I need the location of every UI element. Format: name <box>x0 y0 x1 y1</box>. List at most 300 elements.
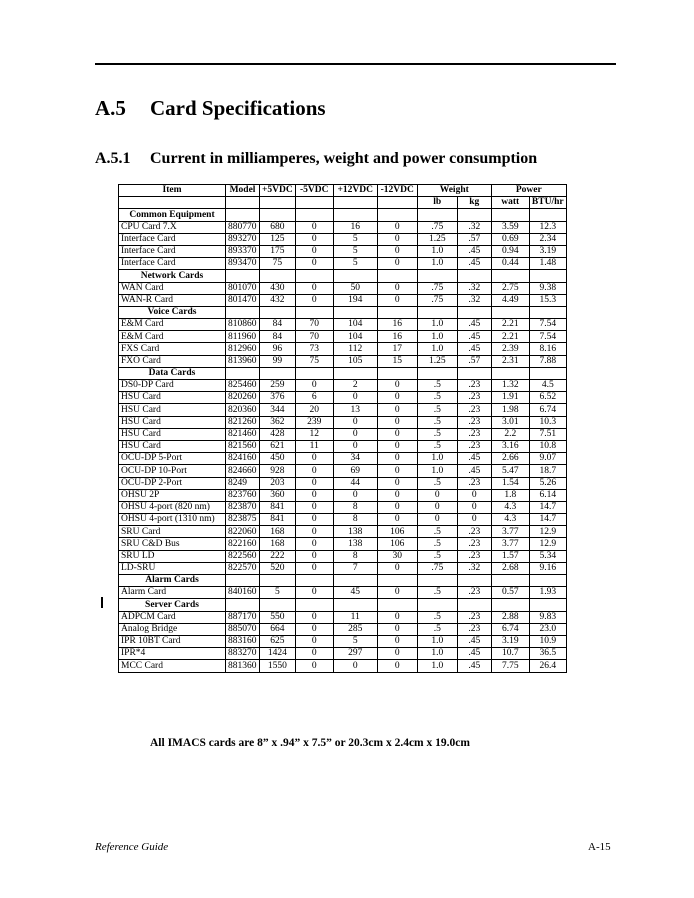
cell-btu: 7.51 <box>529 428 566 440</box>
cell-minus-12vdc: 0 <box>377 453 417 465</box>
cell-minus-12vdc: 0 <box>377 404 417 416</box>
cell-plus-12vdc: 16 <box>333 221 377 233</box>
section-blank-cell <box>295 367 333 379</box>
cell-plus-5vdc: 175 <box>260 245 296 257</box>
cell-lb: .75 <box>417 221 457 233</box>
cell-kg: .45 <box>457 660 491 672</box>
cell-minus-12vdc: 0 <box>377 392 417 404</box>
cell-plus-5vdc: 168 <box>260 526 296 538</box>
cell-lb: .5 <box>417 440 457 452</box>
cell-model: 821260 <box>226 416 260 428</box>
cell-minus-12vdc: 106 <box>377 538 417 550</box>
cell-minus-12vdc: 16 <box>377 319 417 331</box>
section-blank-cell <box>491 575 529 587</box>
cell-lb: .75 <box>417 562 457 574</box>
cell-minus-12vdc: 0 <box>377 416 417 428</box>
cell-minus-5vdc: 0 <box>295 501 333 513</box>
cell-plus-5vdc: 928 <box>260 465 296 477</box>
section-blank-cell <box>260 306 296 318</box>
cell-minus-12vdc: 0 <box>377 294 417 306</box>
cell-plus-12vdc: 7 <box>333 562 377 574</box>
section-blank-cell <box>226 209 260 221</box>
table-row <box>119 635 567 647</box>
cell-plus-12vdc: 0 <box>333 660 377 672</box>
subheader-blank <box>377 197 417 209</box>
cell-plus-12vdc: 11 <box>333 611 377 623</box>
cell-btu: 14.7 <box>529 501 566 513</box>
cell-plus-5vdc: 841 <box>260 514 296 526</box>
change-bar <box>101 597 103 608</box>
cell-watt: 1.32 <box>491 380 529 392</box>
section-label: Data Cards <box>119 367 226 379</box>
cell-minus-5vdc: 12 <box>295 428 333 440</box>
cell-btu: 6.74 <box>529 404 566 416</box>
header-power: Power <box>491 185 566 197</box>
section-row <box>119 209 567 221</box>
section-blank-cell <box>457 270 491 282</box>
section-blank-cell <box>377 209 417 221</box>
section-blank-cell <box>457 306 491 318</box>
cell-plus-5vdc: 5 <box>260 587 296 599</box>
header-lb: lb <box>417 197 457 209</box>
section-blank-cell <box>295 270 333 282</box>
cell-lb: .5 <box>417 611 457 623</box>
cell-model: 822560 <box>226 550 260 562</box>
cell-minus-5vdc: 0 <box>295 489 333 501</box>
table-row <box>119 660 567 672</box>
cell-plus-12vdc: 0 <box>333 440 377 452</box>
cell-plus-12vdc: 2 <box>333 380 377 392</box>
cell-minus-5vdc: 73 <box>295 343 333 355</box>
section-blank-cell <box>491 367 529 379</box>
cell-kg: .23 <box>457 440 491 452</box>
cell-kg: .23 <box>457 623 491 635</box>
section-blank-cell <box>457 367 491 379</box>
section-blank-cell <box>295 306 333 318</box>
table-row <box>119 428 567 440</box>
header-plus-12vdc: +12VDC <box>333 185 377 197</box>
cell-lb: 1.0 <box>417 331 457 343</box>
cell-kg: .23 <box>457 404 491 416</box>
cell-plus-12vdc: 8 <box>333 501 377 513</box>
cell-lb: 1.0 <box>417 343 457 355</box>
cell-btu: 9.38 <box>529 282 566 294</box>
cell-watt: 0.44 <box>491 258 529 270</box>
cell-plus-5vdc: 376 <box>260 392 296 404</box>
cell-btu: 6.52 <box>529 392 566 404</box>
cell-kg: .45 <box>457 343 491 355</box>
cell-kg: .45 <box>457 331 491 343</box>
cell-minus-12vdc: 0 <box>377 428 417 440</box>
cell-item: DS0-DP Card <box>119 380 226 392</box>
page-number: A-15 <box>588 841 611 853</box>
section-blank-cell <box>491 306 529 318</box>
cell-item: HSU Card <box>119 392 226 404</box>
table-row <box>119 465 567 477</box>
cell-model: 893470 <box>226 258 260 270</box>
section-blank-cell <box>377 270 417 282</box>
cell-lb: .5 <box>417 587 457 599</box>
cell-watt: 2.66 <box>491 453 529 465</box>
section-blank-cell <box>333 575 377 587</box>
table-row <box>119 331 567 343</box>
section-blank-cell <box>377 599 417 611</box>
cell-plus-5vdc: 1424 <box>260 648 296 660</box>
cell-plus-12vdc: 297 <box>333 648 377 660</box>
cell-model: 824660 <box>226 465 260 477</box>
cell-minus-5vdc: 20 <box>295 404 333 416</box>
header-btu: BTU/hr <box>529 197 566 209</box>
cell-item: E&M Card <box>119 319 226 331</box>
cell-lb: .5 <box>417 392 457 404</box>
cell-watt: 4.3 <box>491 514 529 526</box>
cell-watt: 10.7 <box>491 648 529 660</box>
cell-minus-5vdc: 70 <box>295 331 333 343</box>
cell-watt: 3.16 <box>491 440 529 452</box>
cell-lb: .5 <box>417 538 457 550</box>
cell-kg: 0 <box>457 514 491 526</box>
section-title: Card Specifications <box>150 96 326 120</box>
cell-watt: 3.19 <box>491 635 529 647</box>
cell-kg: .23 <box>457 526 491 538</box>
cell-minus-5vdc: 0 <box>295 453 333 465</box>
cell-plus-5vdc: 168 <box>260 538 296 550</box>
cell-model: 823875 <box>226 514 260 526</box>
section-label: Voice Cards <box>119 306 226 318</box>
cell-lb: 1.0 <box>417 319 457 331</box>
cell-plus-5vdc: 680 <box>260 221 296 233</box>
cell-minus-5vdc: 11 <box>295 440 333 452</box>
cell-minus-12vdc: 0 <box>377 258 417 270</box>
cell-minus-5vdc: 0 <box>295 380 333 392</box>
cell-plus-12vdc: 104 <box>333 331 377 343</box>
section-blank-cell <box>260 270 296 282</box>
table-row <box>119 501 567 513</box>
cell-minus-5vdc: 0 <box>295 587 333 599</box>
section-blank-cell <box>491 270 529 282</box>
cell-minus-12vdc: 0 <box>377 282 417 294</box>
cell-model: 825460 <box>226 380 260 392</box>
cell-plus-5vdc: 96 <box>260 343 296 355</box>
cell-model: 810860 <box>226 319 260 331</box>
cell-model: 824160 <box>226 453 260 465</box>
cell-btu: 5.34 <box>529 550 566 562</box>
section-blank-cell <box>377 367 417 379</box>
section-heading <box>95 96 326 121</box>
cell-plus-12vdc: 5 <box>333 258 377 270</box>
cell-plus-5vdc: 84 <box>260 331 296 343</box>
table-subheader-row <box>119 197 567 209</box>
cell-item: ADPCM Card <box>119 611 226 623</box>
cell-plus-12vdc: 112 <box>333 343 377 355</box>
section-blank-cell <box>226 270 260 282</box>
cell-item: FXS Card <box>119 343 226 355</box>
dimensions-note: All IMACS cards are 8” x .94” x 7.5” or 20.3cm x 2.4cm x 19.0cm <box>150 737 470 749</box>
cell-btu: 7.88 <box>529 355 566 367</box>
cell-lb: 1.25 <box>417 355 457 367</box>
cell-btu: 26.4 <box>529 660 566 672</box>
cell-item: SRU C&D Bus <box>119 538 226 550</box>
table-row <box>119 319 567 331</box>
cell-model: 813960 <box>226 355 260 367</box>
cell-minus-5vdc: 0 <box>295 465 333 477</box>
cell-plus-5vdc: 430 <box>260 282 296 294</box>
cell-btu: 5.26 <box>529 477 566 489</box>
cell-item: Alarm Card <box>119 587 226 599</box>
cell-btu: 9.83 <box>529 611 566 623</box>
section-blank-cell <box>333 306 377 318</box>
section-blank-cell <box>260 367 296 379</box>
cell-plus-12vdc: 138 <box>333 538 377 550</box>
cell-btu: 9.07 <box>529 453 566 465</box>
cell-minus-5vdc: 0 <box>295 538 333 550</box>
cell-item: CPU Card 7.X <box>119 221 226 233</box>
cell-btu: 10.3 <box>529 416 566 428</box>
cell-model: 881360 <box>226 660 260 672</box>
cell-kg: .23 <box>457 416 491 428</box>
cell-kg: .45 <box>457 245 491 257</box>
cell-plus-12vdc: 5 <box>333 635 377 647</box>
cell-minus-5vdc: 0 <box>295 526 333 538</box>
cell-minus-5vdc: 0 <box>295 635 333 647</box>
subheader-blank <box>260 197 296 209</box>
cell-model: 8249 <box>226 477 260 489</box>
table-row <box>119 258 567 270</box>
cell-kg: .32 <box>457 282 491 294</box>
cell-btu: 2.34 <box>529 233 566 245</box>
cell-plus-12vdc: 5 <box>333 245 377 257</box>
cell-item: E&M Card <box>119 331 226 343</box>
cell-lb: 1.0 <box>417 453 457 465</box>
cell-plus-12vdc: 194 <box>333 294 377 306</box>
table-row <box>119 648 567 660</box>
cell-minus-12vdc: 30 <box>377 550 417 562</box>
cell-model: 812960 <box>226 343 260 355</box>
header-plus-5vdc: +5VDC <box>260 185 296 197</box>
cell-plus-12vdc: 105 <box>333 355 377 367</box>
table-row <box>119 477 567 489</box>
cell-plus-5vdc: 125 <box>260 233 296 245</box>
cell-kg: .32 <box>457 562 491 574</box>
cell-lb: .5 <box>417 623 457 635</box>
cell-item: WAN-R Card <box>119 294 226 306</box>
cell-minus-12vdc: 0 <box>377 465 417 477</box>
section-blank-cell <box>377 306 417 318</box>
header-item: Item <box>119 185 226 197</box>
cell-lb: .5 <box>417 380 457 392</box>
cell-plus-12vdc: 0 <box>333 416 377 428</box>
cell-kg: .45 <box>457 319 491 331</box>
cell-watt: 2.2 <box>491 428 529 440</box>
section-blank-cell <box>417 209 457 221</box>
cell-watt: 0.57 <box>491 587 529 599</box>
cell-model: 887170 <box>226 611 260 623</box>
cell-watt: 5.47 <box>491 465 529 477</box>
cell-watt: 2.31 <box>491 355 529 367</box>
cell-kg: .57 <box>457 233 491 245</box>
cell-watt: 2.68 <box>491 562 529 574</box>
cell-item: HSU Card <box>119 404 226 416</box>
cell-plus-12vdc: 8 <box>333 514 377 526</box>
section-label: Network Cards <box>119 270 226 282</box>
cell-item: SRU Card <box>119 526 226 538</box>
cell-item: IPR*4 <box>119 648 226 660</box>
cell-lb: 1.0 <box>417 635 457 647</box>
section-blank-cell <box>226 575 260 587</box>
cell-model: 801070 <box>226 282 260 294</box>
cell-plus-5vdc: 344 <box>260 404 296 416</box>
section-blank-cell <box>260 575 296 587</box>
cell-lb: .5 <box>417 550 457 562</box>
cell-kg: .45 <box>457 453 491 465</box>
cell-plus-12vdc: 8 <box>333 550 377 562</box>
table-row <box>119 489 567 501</box>
cell-minus-12vdc: 17 <box>377 343 417 355</box>
cell-plus-5vdc: 841 <box>260 501 296 513</box>
cell-minus-5vdc: 0 <box>295 550 333 562</box>
cell-model: 820360 <box>226 404 260 416</box>
cell-watt: 1.98 <box>491 404 529 416</box>
cell-watt: 3.01 <box>491 416 529 428</box>
cell-watt: 1.54 <box>491 477 529 489</box>
cell-item: HSU Card <box>119 440 226 452</box>
cell-plus-12vdc: 34 <box>333 453 377 465</box>
cell-plus-5vdc: 1550 <box>260 660 296 672</box>
cell-minus-12vdc: 0 <box>377 660 417 672</box>
subsection-number: A.5.1 <box>95 150 131 167</box>
table-row <box>119 233 567 245</box>
section-blank-cell <box>529 209 566 221</box>
cell-watt: 1.57 <box>491 550 529 562</box>
section-blank-cell <box>457 209 491 221</box>
cell-plus-5vdc: 75 <box>260 258 296 270</box>
section-blank-cell <box>295 599 333 611</box>
cell-model: 885070 <box>226 623 260 635</box>
cell-lb: 0 <box>417 501 457 513</box>
cell-model: 801470 <box>226 294 260 306</box>
cell-plus-12vdc: 13 <box>333 404 377 416</box>
cell-item: OHSU 4-port (820 nm) <box>119 501 226 513</box>
cell-minus-12vdc: 0 <box>377 233 417 245</box>
section-blank-cell <box>417 575 457 587</box>
cell-minus-5vdc: 0 <box>295 221 333 233</box>
cell-kg: .45 <box>457 648 491 660</box>
cell-plus-5vdc: 625 <box>260 635 296 647</box>
cell-model: 820260 <box>226 392 260 404</box>
cell-lb: .75 <box>417 294 457 306</box>
cell-plus-5vdc: 520 <box>260 562 296 574</box>
cell-model: 893370 <box>226 245 260 257</box>
cell-watt: 3.77 <box>491 538 529 550</box>
cell-lb: 1.0 <box>417 245 457 257</box>
cell-minus-5vdc: 0 <box>295 648 333 660</box>
table-row <box>119 416 567 428</box>
section-blank-cell <box>295 575 333 587</box>
cell-plus-5vdc: 203 <box>260 477 296 489</box>
cell-btu: 12.3 <box>529 221 566 233</box>
section-blank-cell <box>417 367 457 379</box>
cell-plus-12vdc: 50 <box>333 282 377 294</box>
section-label: Alarm Cards <box>119 575 226 587</box>
cell-model: 823870 <box>226 501 260 513</box>
cell-kg: .45 <box>457 635 491 647</box>
cell-minus-5vdc: 0 <box>295 514 333 526</box>
cell-item: WAN Card <box>119 282 226 294</box>
cell-watt: 7.75 <box>491 660 529 672</box>
cell-minus-12vdc: 0 <box>377 623 417 635</box>
table-row <box>119 355 567 367</box>
cell-minus-12vdc: 0 <box>377 514 417 526</box>
subheader-blank <box>295 197 333 209</box>
section-blank-cell <box>457 599 491 611</box>
cell-model: 822570 <box>226 562 260 574</box>
cell-plus-5vdc: 428 <box>260 428 296 440</box>
cell-btu: 1.48 <box>529 258 566 270</box>
cell-btu: 9.16 <box>529 562 566 574</box>
cell-kg: .32 <box>457 221 491 233</box>
cell-plus-12vdc: 5 <box>333 233 377 245</box>
cell-minus-5vdc: 6 <box>295 392 333 404</box>
cell-plus-5vdc: 550 <box>260 611 296 623</box>
cell-plus-12vdc: 138 <box>333 526 377 538</box>
cell-btu: 10.8 <box>529 440 566 452</box>
cell-plus-12vdc: 0 <box>333 489 377 501</box>
cell-watt: 4.49 <box>491 294 529 306</box>
cell-watt: 2.21 <box>491 331 529 343</box>
cell-watt: 2.39 <box>491 343 529 355</box>
cell-model: 811960 <box>226 331 260 343</box>
cell-lb: .5 <box>417 404 457 416</box>
cell-plus-5vdc: 621 <box>260 440 296 452</box>
cell-minus-12vdc: 15 <box>377 355 417 367</box>
cell-plus-5vdc: 362 <box>260 416 296 428</box>
cell-kg: .23 <box>457 477 491 489</box>
section-label: Common Equipment <box>119 209 226 221</box>
cell-kg: .23 <box>457 538 491 550</box>
section-blank-cell <box>457 575 491 587</box>
cell-minus-5vdc: 0 <box>295 294 333 306</box>
cell-minus-12vdc: 0 <box>377 648 417 660</box>
cell-watt: 1.91 <box>491 392 529 404</box>
cell-lb: 1.0 <box>417 465 457 477</box>
cell-model: 893270 <box>226 233 260 245</box>
cell-item: IPR 10BT Card <box>119 635 226 647</box>
cell-item: Analog Bridge <box>119 623 226 635</box>
cell-minus-5vdc: 70 <box>295 319 333 331</box>
table-row <box>119 380 567 392</box>
cell-watt: 1.8 <box>491 489 529 501</box>
cell-kg: .32 <box>457 294 491 306</box>
section-blank-cell <box>260 599 296 611</box>
cell-model: 821460 <box>226 428 260 440</box>
cell-item: MCC Card <box>119 660 226 672</box>
cell-item: SRU LD <box>119 550 226 562</box>
cell-lb: 1.0 <box>417 648 457 660</box>
section-blank-cell <box>333 599 377 611</box>
cell-minus-5vdc: 75 <box>295 355 333 367</box>
header-minus-12vdc: -12VDC <box>377 185 417 197</box>
section-blank-cell <box>333 367 377 379</box>
footer-title: Reference Guide <box>95 841 169 853</box>
cell-minus-12vdc: 0 <box>377 501 417 513</box>
section-row <box>119 306 567 318</box>
cell-minus-12vdc: 0 <box>377 245 417 257</box>
cell-lb: .75 <box>417 282 457 294</box>
cell-minus-12vdc: 0 <box>377 562 417 574</box>
table-row <box>119 392 567 404</box>
table-row <box>119 245 567 257</box>
section-blank-cell <box>491 599 529 611</box>
